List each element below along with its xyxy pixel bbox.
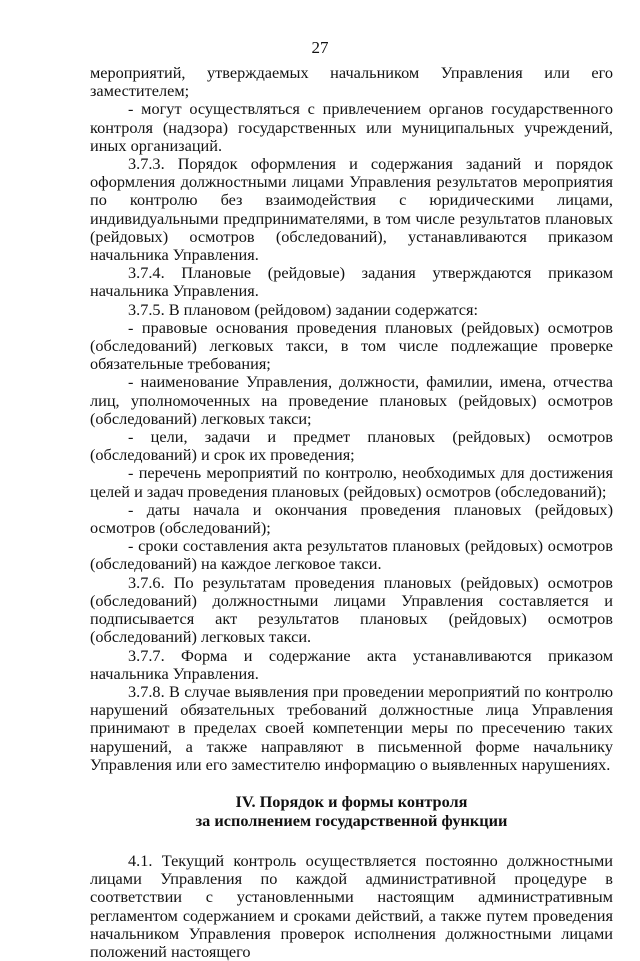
paragraph-3-7-3: 3.7.3. Порядок оформления и содержания заданий и порядок оформления должностными лицами Управления результатов мероприятия по контролю без взаимодействия с юридическими лицами, индивидуальными предпринимателями, в том числе результатов плановых (рейдовых) осмотров (обследований), устанавливаются приказом начальника Управления. [90,154,613,265]
paragraph-list-item: - наименование Управления, должности, фамилии, имена, отчества лиц, уполномоченных на проведение плановых (рейдовых) осмотров (обследований) легковых такси; [90,372,613,428]
paragraph-3-7-7: 3.7.7. Форма и содержание акта устанавливаются приказом начальника Управления. [90,645,613,683]
section-heading-line-2: за исполнением государственной функции [195,810,508,830]
paragraph-list-item: - перечень мероприятий по контролю, необходимых для достижения целей и задач проведения плановых (рейдовых) осмотров (обследований); [90,463,613,501]
paragraph-3-7-5: 3.7.5. В плановом (рейдовом) задании содержатся: [128,299,478,319]
paragraph-4-1: 4.1. Текущий контроль осуществляется постоянно должностными лицами Управления по каждой административной процедуре в соответствии с установленными настоящим административным регламентом содержанием и сроками действий, а также путем проведения начальником Управления проверок исполнения должностными лицами положений настоящего [90,850,613,961]
paragraph-list-item: - правовые основания проведения плановых (рейдовых) осмотров (обследований) легковых такси, в том числе подлежащие проверке обязательные требования; [90,317,613,374]
page-number: 27 [311,38,329,57]
paragraph-3-7-4: 3.7.4. Плановые (рейдовые) задания утверждаются приказом начальника Управления. [90,263,613,301]
paragraph-list-item: - даты начала и окончания проведения плановых (рейдовых) осмотров (обследований); [90,499,613,538]
section-heading-line-1: IV. Порядок и формы контроля [235,791,468,811]
document-body [90,64,613,961]
paragraph-3-7-8: 3.7.8. В случае выявления при проведении мероприятий по контролю нарушений обязательных требований должностные лица Управления принимают в пределах своей компетенции меры по пресечению таких нарушений, а также направляют в письменной форме начальнику Управления или его заместителю информацию о выявленных нарушениях. [90,681,613,774]
paragraph-list-item: - могут осуществляться с привлечением органов государственного контроля (надзора) государственных или муниципальных учреждений, иных организаций. [90,99,613,155]
section-heading [90,792,613,830]
paragraph-3-7-6: 3.7.6. По результатам проведения плановых (рейдовых) осмотров (обследований) должностными лицами Управления составляется и подписывается акт результатов плановых (рейдовых) осмотров (обследований) легковых такси. [90,572,613,647]
paragraph-list-item: - сроки составления акта результатов плановых (рейдовых) осмотров (обследований) на каждое легковое такси. [90,536,613,574]
paragraph-list-item: - цели, задачи и предмет плановых (рейдовых) осмотров (обследований) и срок их проведения; [90,427,613,465]
paragraph-continuation: мероприятий, утверждаемых начальником Управления или его заместителем; [90,63,613,101]
